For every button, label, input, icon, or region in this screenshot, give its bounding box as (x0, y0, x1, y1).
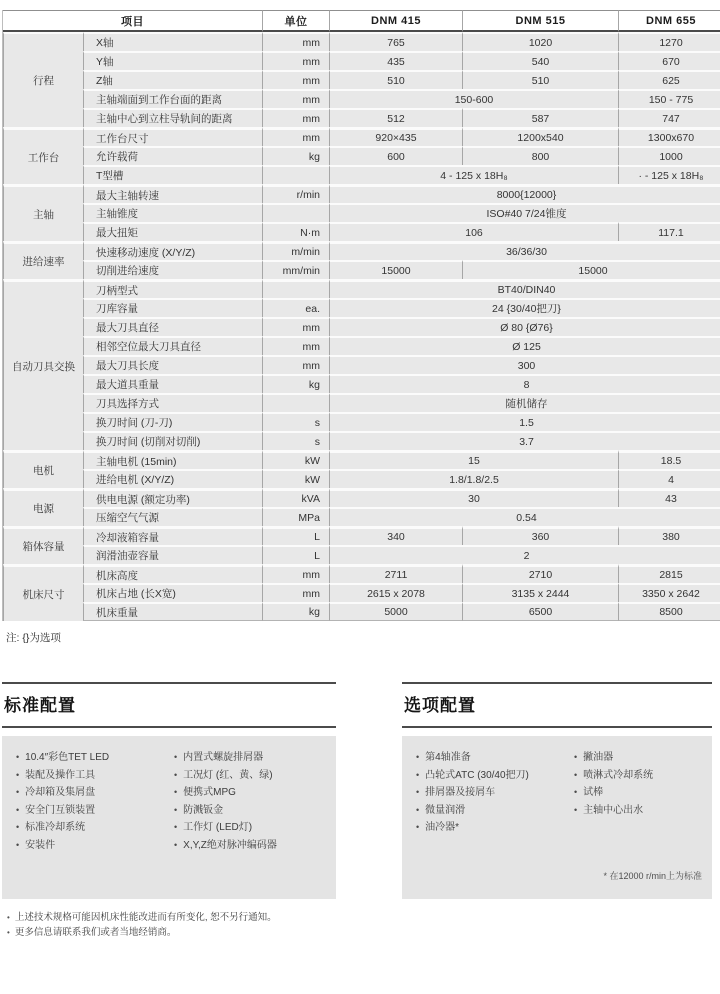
row-unit: mm (262, 127, 329, 146)
row-unit: mm (262, 70, 329, 89)
group-label: 机床尺寸 (3, 564, 83, 621)
row-label: 最大扭矩 (83, 222, 262, 241)
row-unit: r/min (262, 184, 329, 203)
table-row (3, 108, 720, 127)
table-row (3, 222, 720, 241)
spec-value: 3.7 (329, 431, 720, 450)
spec-value: 1200x540 (462, 127, 618, 146)
config-item: • 第4轴准备 (416, 749, 574, 767)
group-label: 行程 (3, 32, 83, 127)
spec-value: BT40/DIN40 (329, 279, 720, 298)
standard-config-box (2, 736, 336, 899)
row-unit: L (262, 526, 329, 545)
footnote-line: • 上述技术规格可能因机床性能改进而有所变化, 恕不另行通知。 (7, 910, 720, 925)
row-unit: kg (262, 146, 329, 165)
row-label: 主轴端面到工作台面的距离 (83, 89, 262, 108)
config-item: • 安装件 (16, 837, 174, 855)
config-item: • 试棒 (574, 784, 653, 802)
row-label: 润滑油壶容量 (83, 545, 262, 564)
table-row (3, 564, 720, 583)
config-item: • 安全门互锁装置 (16, 802, 174, 820)
row-label: Z轴 (83, 70, 262, 89)
row-label: 最大主轴转速 (83, 184, 262, 203)
table-row (3, 51, 720, 70)
standard-config-col2 (174, 749, 277, 899)
row-unit: mm (262, 355, 329, 374)
table-row (3, 526, 720, 545)
config-item: • 主轴中心出水 (574, 802, 653, 820)
spec-value: 3135 x 2444 (462, 583, 618, 602)
spec-value: 360 (462, 526, 618, 545)
group-label: 工作台 (3, 127, 83, 184)
spec-value: 随机储存 (329, 393, 720, 412)
spec-value: 150 - 775 (618, 89, 720, 108)
row-unit: mm (262, 336, 329, 355)
row-label: 冷却液箱容量 (83, 526, 262, 545)
table-row (3, 469, 720, 488)
config-item: • 工作灯 (LED灯) (174, 819, 277, 837)
table-row (3, 165, 720, 184)
spec-value: Ø 125 (329, 336, 720, 355)
table-row (3, 260, 720, 279)
spec-value: 4 (618, 469, 720, 488)
row-label: 进给电机 (X/Y/Z) (83, 469, 262, 488)
spec-value: 8500 (618, 602, 720, 621)
table-row (3, 545, 720, 564)
spec-table-header (3, 10, 720, 32)
spec-value: 800 (462, 146, 618, 165)
row-unit: mm (262, 51, 329, 70)
option-config-section (402, 682, 712, 899)
spec-value: 670 (618, 51, 720, 70)
config-item: • 工况灯 (红、黄、绿) (174, 767, 277, 785)
spec-value: 18.5 (618, 450, 720, 469)
table-row (3, 70, 720, 89)
page-footnotes (7, 910, 720, 940)
spec-value: 1300x670 (618, 127, 720, 146)
row-label: 切削进给速度 (83, 260, 262, 279)
spec-value: 435 (329, 51, 462, 70)
table-row (3, 374, 720, 393)
config-item: • 微量润滑 (416, 802, 574, 820)
spec-value: 920×435 (329, 127, 462, 146)
config-item: • 防溅钣金 (174, 802, 277, 820)
row-label: 刀柄型式 (83, 279, 262, 298)
spec-value: 380 (618, 526, 720, 545)
table-row (3, 279, 720, 298)
config-item: • 凸轮式ATC (30/40把刀) (416, 767, 574, 785)
spec-value: 3350 x 2642 (618, 583, 720, 602)
table-row (3, 146, 720, 165)
spec-value: 15000 (329, 260, 462, 279)
spec-value: 2 (329, 545, 720, 564)
config-item: • 装配及操作工具 (16, 767, 174, 785)
config-item: • 撇油器 (574, 749, 653, 767)
group-label: 电源 (3, 488, 83, 526)
spec-value: Ø 80 {Ø76} (329, 317, 720, 336)
spec-value: 2815 (618, 564, 720, 583)
table-row (3, 317, 720, 336)
group-label: 主轴 (3, 184, 83, 241)
spec-value: 1.5 (329, 412, 720, 431)
option-config-title: 选项配置 (404, 696, 476, 715)
config-item: • 油冷器* (416, 819, 574, 837)
footnote-line: • 更多信息请联系我们或者当地经销商。 (7, 925, 720, 940)
spec-value: 0.54 (329, 507, 720, 526)
spec-value: 24 {30/40把刀} (329, 298, 720, 317)
table-row (3, 184, 720, 203)
row-label: 最大刀具直径 (83, 317, 262, 336)
spec-value: 300 (329, 355, 720, 374)
config-item: • 排屑器及接屑车 (416, 784, 574, 802)
row-label: Y轴 (83, 51, 262, 70)
spec-value: 2710 (462, 564, 618, 583)
spec-value: 15000 (462, 260, 720, 279)
column-header-dnm415: DNM 415 (329, 10, 462, 32)
spec-value: 512 (329, 108, 462, 127)
spec-value: 6500 (462, 602, 618, 621)
row-label: 最大刀具长度 (83, 355, 262, 374)
spec-value: · - 125 x 18H₈ (618, 165, 720, 184)
spec-value: 1270 (618, 32, 720, 51)
spec-value: 15 (329, 450, 618, 469)
row-label: 刀库容量 (83, 298, 262, 317)
spec-value: 2615 x 2078 (329, 583, 462, 602)
row-label: 压缩空气气源 (83, 507, 262, 526)
row-label: X轴 (83, 32, 262, 51)
spec-value: ISO#40 7/24锥度 (329, 203, 720, 222)
spec-value: 117.1 (618, 222, 720, 241)
group-label: 电机 (3, 450, 83, 488)
spec-value: 1000 (618, 146, 720, 165)
spec-value: 8 (329, 374, 720, 393)
row-label: 换刀时间 (刀-刀) (83, 412, 262, 431)
row-unit: mm/min (262, 260, 329, 279)
spec-value: 510 (329, 70, 462, 89)
spec-value: 600 (329, 146, 462, 165)
standard-config-title: 标准配置 (4, 696, 76, 715)
row-label: 工作台尺寸 (83, 127, 262, 146)
spec-table-body (3, 32, 720, 621)
spec-header-row (3, 10, 720, 32)
row-label: 机床占地 (长X宽) (83, 583, 262, 602)
table-row (3, 602, 720, 621)
table-row (3, 431, 720, 450)
spec-value: 2711 (329, 564, 462, 583)
row-label: 机床重量 (83, 602, 262, 621)
row-label: 主轴中心到立柱导轨间的距离 (83, 108, 262, 127)
spec-value: 4 - 125 x 18H₈ (329, 165, 618, 184)
row-label: 最大道具重量 (83, 374, 262, 393)
config-item: • 内置式螺旋排屑器 (174, 749, 277, 767)
row-label: 主轴电机 (15min) (83, 450, 262, 469)
row-unit: mm (262, 32, 329, 51)
row-unit (262, 165, 329, 184)
row-label: 刀具选择方式 (83, 393, 262, 412)
spec-value: 8000{12000} (329, 184, 720, 203)
config-item: • 喷淋式冷却系统 (574, 767, 653, 785)
spec-value: 30 (329, 488, 618, 507)
group-label: 进给速率 (3, 241, 83, 279)
config-item: • 便携式MPG (174, 784, 277, 802)
spec-value: 765 (329, 32, 462, 51)
table-row (3, 583, 720, 602)
row-label: 相邻空位最大刀具直径 (83, 336, 262, 355)
row-unit: kg (262, 602, 329, 621)
option-config-header (402, 682, 712, 728)
spec-table (2, 10, 720, 621)
row-label: 快速移动速度 (X/Y/Z) (83, 241, 262, 260)
spec-value: 540 (462, 51, 618, 70)
config-item: • 冷却箱及集屑盘 (16, 784, 174, 802)
spec-value: 150-600 (329, 89, 618, 108)
option-config-box (402, 736, 712, 899)
row-unit: s (262, 412, 329, 431)
row-label: 允许载荷 (83, 146, 262, 165)
row-label: 机床高度 (83, 564, 262, 583)
row-unit: kW (262, 450, 329, 469)
table-row (3, 127, 720, 146)
config-item: • 标准冷却系统 (16, 819, 174, 837)
spec-value: 587 (462, 108, 618, 127)
column-header-dnm655: DNM 655 (618, 10, 720, 32)
table-row (3, 393, 720, 412)
table-note: 注: {}为选项 (6, 632, 61, 644)
row-unit: N·m (262, 222, 329, 241)
row-label: 主轴锥度 (83, 203, 262, 222)
column-header-dnm515: DNM 515 (462, 10, 618, 32)
row-unit: s (262, 431, 329, 450)
row-unit: kVA (262, 488, 329, 507)
column-header-item: 项目 (3, 10, 262, 32)
spec-value: 1020 (462, 32, 618, 51)
table-row (3, 241, 720, 260)
row-unit: mm (262, 564, 329, 583)
spec-value: 340 (329, 526, 462, 545)
table-row (3, 89, 720, 108)
spec-value: 747 (618, 108, 720, 127)
row-unit: mm (262, 583, 329, 602)
table-row (3, 298, 720, 317)
table-row (3, 488, 720, 507)
row-unit: kW (262, 469, 329, 488)
spec-value: 625 (618, 70, 720, 89)
group-label: 自动刀具交换 (3, 279, 83, 450)
row-label: 换刀时间 (切削对切削) (83, 431, 262, 450)
row-unit: m/min (262, 241, 329, 260)
config-sections (2, 682, 712, 899)
table-row (3, 32, 720, 51)
column-header-unit: 单位 (262, 10, 329, 32)
table-row (3, 203, 720, 222)
row-unit: kg (262, 374, 329, 393)
standard-config-header (2, 682, 336, 728)
row-unit: L (262, 545, 329, 564)
row-unit: MPa (262, 507, 329, 526)
row-unit (262, 279, 329, 298)
group-label: 箱体容量 (3, 526, 83, 564)
row-label: 供电电源 (额定功率) (83, 488, 262, 507)
row-unit: mm (262, 108, 329, 127)
spec-value: 43 (618, 488, 720, 507)
table-row (3, 355, 720, 374)
spec-value: 510 (462, 70, 618, 89)
row-unit: mm (262, 89, 329, 108)
spec-value: 5000 (329, 602, 462, 621)
row-unit: ea. (262, 298, 329, 317)
row-label: T型槽 (83, 165, 262, 184)
option-config-col1 (416, 749, 574, 899)
spec-value: 36/36/30 (329, 241, 720, 260)
spec-value: 106 (329, 222, 618, 241)
row-unit (262, 203, 329, 222)
table-row (3, 336, 720, 355)
option-config-footnote: * 在12000 r/min上为标准 (603, 871, 702, 881)
spec-value: 1.8/1.8/2.5 (329, 469, 618, 488)
standard-config-col1 (16, 749, 174, 899)
row-unit: mm (262, 317, 329, 336)
table-row (3, 450, 720, 469)
standard-config-section (2, 682, 336, 899)
table-row (3, 507, 720, 526)
row-unit (262, 393, 329, 412)
config-item: • X,Y,Z绝对脉冲编码器 (174, 837, 277, 855)
table-row (3, 412, 720, 431)
config-item: • 10.4″彩色TET LED (16, 749, 174, 767)
